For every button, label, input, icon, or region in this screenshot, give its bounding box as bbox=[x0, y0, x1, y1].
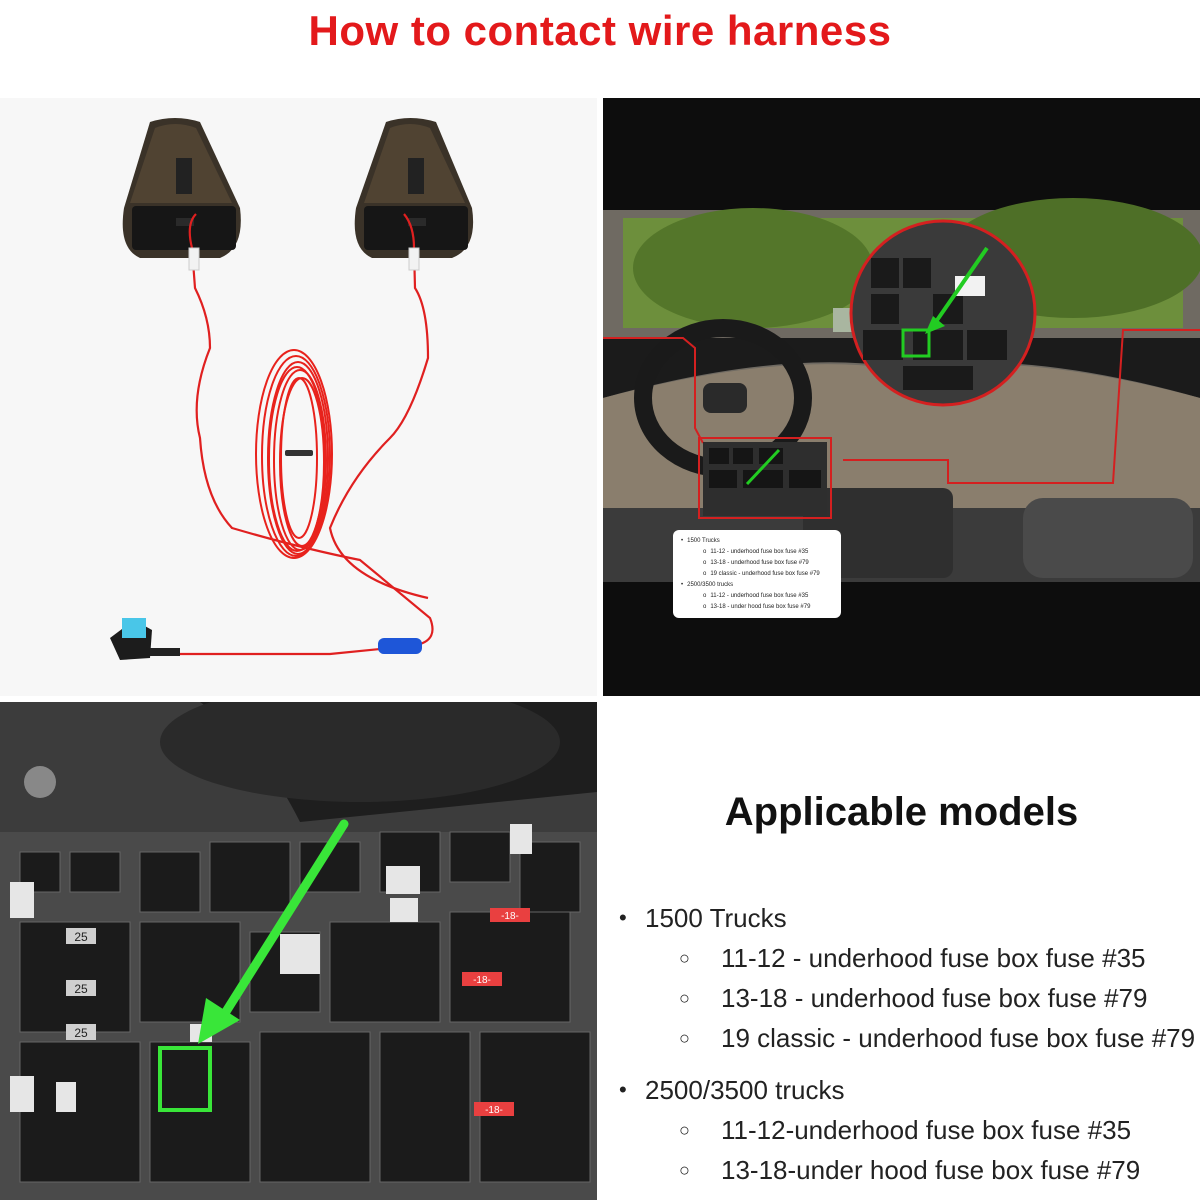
panel-divider bbox=[597, 98, 603, 1200]
list-item: ○ 11-12-underhood fuse box fuse #35 bbox=[679, 1114, 1132, 1145]
svg-text:25: 25 bbox=[74, 982, 88, 996]
circle-bullet-icon: ○ bbox=[679, 987, 690, 1008]
page-title: How to contact wire harness bbox=[308, 7, 892, 54]
list-item: ○ 13-18-under hood fuse box fuse #79 bbox=[679, 1154, 1141, 1185]
circle-bullet-icon: ○ bbox=[679, 1159, 690, 1180]
list-item: • 2500/3500 trucks bbox=[619, 1074, 845, 1105]
card-item: o 19 classic - underhood fuse box fuse #79 bbox=[703, 571, 820, 577]
applicable-models-card bbox=[673, 530, 841, 618]
list-item: ○ 11-12 - underhood fuse box fuse #35 bbox=[679, 942, 1146, 973]
list-item: ○ 19 classic - underhood fuse box fuse #79 bbox=[679, 1022, 1196, 1053]
card-item: o 13-18 - under hood fuse box fuse #79 bbox=[703, 604, 811, 610]
list-item: • 1500 Trucks bbox=[619, 902, 787, 933]
list-item: ○ 13-18 - underhood fuse box fuse #79 bbox=[679, 982, 1148, 1013]
svg-text:25: 25 bbox=[74, 930, 88, 944]
left-light-unit bbox=[123, 118, 241, 258]
add-a-fuse-tap bbox=[110, 618, 180, 660]
card-item: o 13-18 - underhood fuse box fuse #79 bbox=[703, 560, 809, 566]
circle-bullet-icon: ○ bbox=[679, 1119, 690, 1140]
svg-text:-18-: -18- bbox=[501, 911, 519, 922]
svg-text:-18-: -18- bbox=[485, 1105, 503, 1116]
panel-divider bbox=[0, 696, 1200, 702]
models-list bbox=[619, 898, 1199, 1190]
butt-connector bbox=[378, 638, 422, 654]
fuse-box-photo bbox=[0, 702, 597, 1200]
bullet-icon: • bbox=[619, 1077, 627, 1102]
card-group-1500: • 1500 Trucks bbox=[681, 538, 720, 544]
wire-harness-photo bbox=[0, 98, 597, 696]
truck-interior-photo bbox=[603, 98, 1200, 696]
bullet-icon: • bbox=[619, 905, 627, 930]
circle-bullet-icon: ○ bbox=[679, 947, 690, 968]
svg-text:-18-: -18- bbox=[473, 975, 491, 986]
card-item: o 11-12 - underhood fuse box fuse #35 bbox=[703, 549, 809, 555]
card-group-2500-3500: • 2500/3500 trucks bbox=[681, 582, 734, 588]
card-item: o 11-12 - underhood fuse box fuse #35 bbox=[703, 593, 809, 599]
applicable-models-panel bbox=[603, 702, 1200, 1200]
circle-bullet-icon: ○ bbox=[679, 1027, 690, 1048]
svg-text:25: 25 bbox=[74, 1026, 88, 1040]
models-heading: Applicable models bbox=[724, 790, 1079, 834]
